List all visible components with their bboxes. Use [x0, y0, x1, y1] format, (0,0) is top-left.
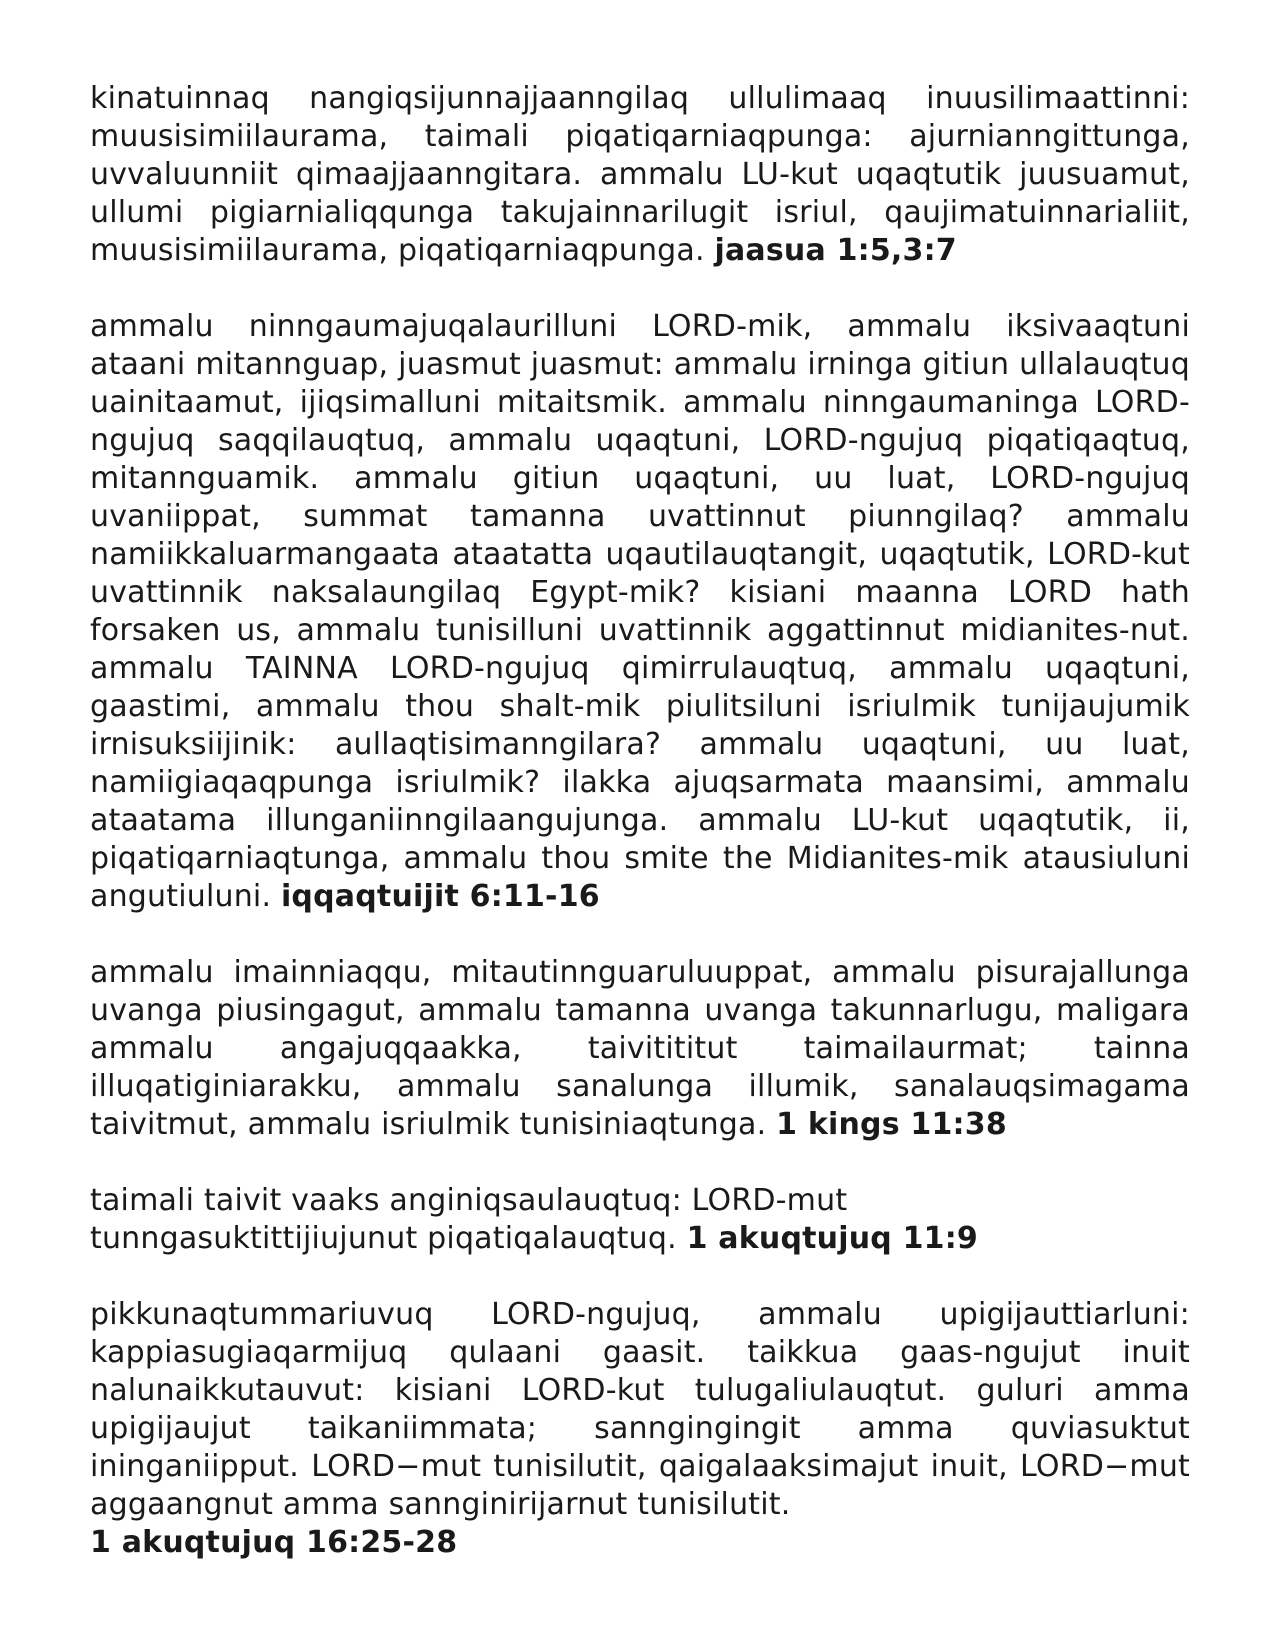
passage-text: kinatuinnaq nangiqsijunnajjaanngilaq ullulimaaq inuusilimaattinni: muusisimiilaurama, taimali piqatiqarniaqpunga: ajurnianngittunga, uvvaluunniit qimaajjaanngitara. ammalu LU-kut uqaqtutik juusuamut, ullumi pigiarnialiqqunga takujainnarilugit isriul, qaujimatuinnarialiit, muusisimiilaurama, piqatiqarniaqpunga.	[90, 81, 1190, 268]
passage-text: ammalu imainniaqqu, mitautinnguaruluuppat, ammalu pisurajallunga uvanga piusingagut, ammalu tamanna uvanga takunnarlugu, maligara ammalu angajuqqaakka, taivitititut taimailaurmat; tainna illuqatiginiarakku, ammalu sanalunga illumik, sanalauqsimagama taivitmut, ammalu isriulmik tunisiniaqtunga.	[90, 955, 1190, 1142]
scripture-reference: 1 akuqtujuq 16:25-28	[90, 1525, 458, 1560]
passage-4	[90, 1182, 1190, 1258]
passage-5	[90, 1296, 1190, 1562]
scripture-reference: 1 kings 11:38	[776, 1107, 1007, 1142]
passage-text-line-1: taimali taivit vaaks anginiqsaulauqtuq: LORD-mut	[90, 1183, 848, 1218]
scripture-reference: iqqaqtuijit 6:11-16	[280, 879, 600, 914]
passage-1	[90, 80, 1190, 270]
passage-text-line-2: tunngasuktittijiujunut piqatiqalauqtuq.	[90, 1221, 677, 1256]
scripture-reference: 1 akuqtujuq 11:9	[686, 1221, 979, 1256]
passage-text: ammalu ninngaumajuqalaurilluni LORD-mik, ammalu iksivaaqtuni ataani mitannguap, juasmut juasmut: ammalu irninga gitiun ullalauqtuq uainitaamut, ijiqsimalluni mitaitsmik. ammalu ninngaumaninga LORD-ngujuq saqqilauqtuq, ammalu uqaqtuni, LORD-ngujuq piqatiqaqtuq, mitannguamik. ammalu gitiun uqaqtuni, uu luat, LORD-ngujuq uvaniippat, summat tamanna uvattinnut piunngilaq? ammalu namiikkaluarmangaata ataatatta uqautilauqtangit, uqaqtutik, LORD-kut uvattinnik naksalaungilaq Egypt-mik? kisiani maanna LORD hath forsaken us, ammalu tunisilluni uvattinnik aggattinnut midianites-nut. ammalu TAINNA LORD-ngujuq qimirrulauqtuq, ammalu uqaqtuni, gaastimi, ammalu thou shalt-mik piulitsiluni isriulmik tunijaujumik irnisuksiijinik: aullaqtisimanngilara? ammalu uqaqtuni, uu luat, namiigiaqaqpunga isriulmik? ilakka ajuqsarmata maansimi, ammalu ataatama illunganiinngilaangujunga. ammalu LU-kut uqaqtutik, ii, piqatiqarniaqtunga, ammalu thou smite the Midianites-mik atausiuluni angutiuluni.	[90, 309, 1190, 914]
passage-2	[90, 308, 1190, 916]
passage-text: pikkunaqtummariuvuq LORD-ngujuq, ammalu upigijauttiarluni: kappiasugiaqarmijuq qulaani gaasit. taikkua gaas-ngujut inuit nalunaikkutauvut: kisiani LORD-kut tulugaliulauqtut. guluri amma upigijaujut taikaniimmata; sanngingingit amma quviasuktut ininganiipput. LORD−mut tunisilutit, qaigalaaksimajut inuit, LORD−mut aggaangnut amma sannginirijarnut tunisilutit.	[90, 1297, 1190, 1522]
scripture-reference: jaasua 1:5,3:7	[714, 233, 957, 268]
passage-3	[90, 954, 1190, 1144]
document-page	[90, 80, 1190, 1562]
